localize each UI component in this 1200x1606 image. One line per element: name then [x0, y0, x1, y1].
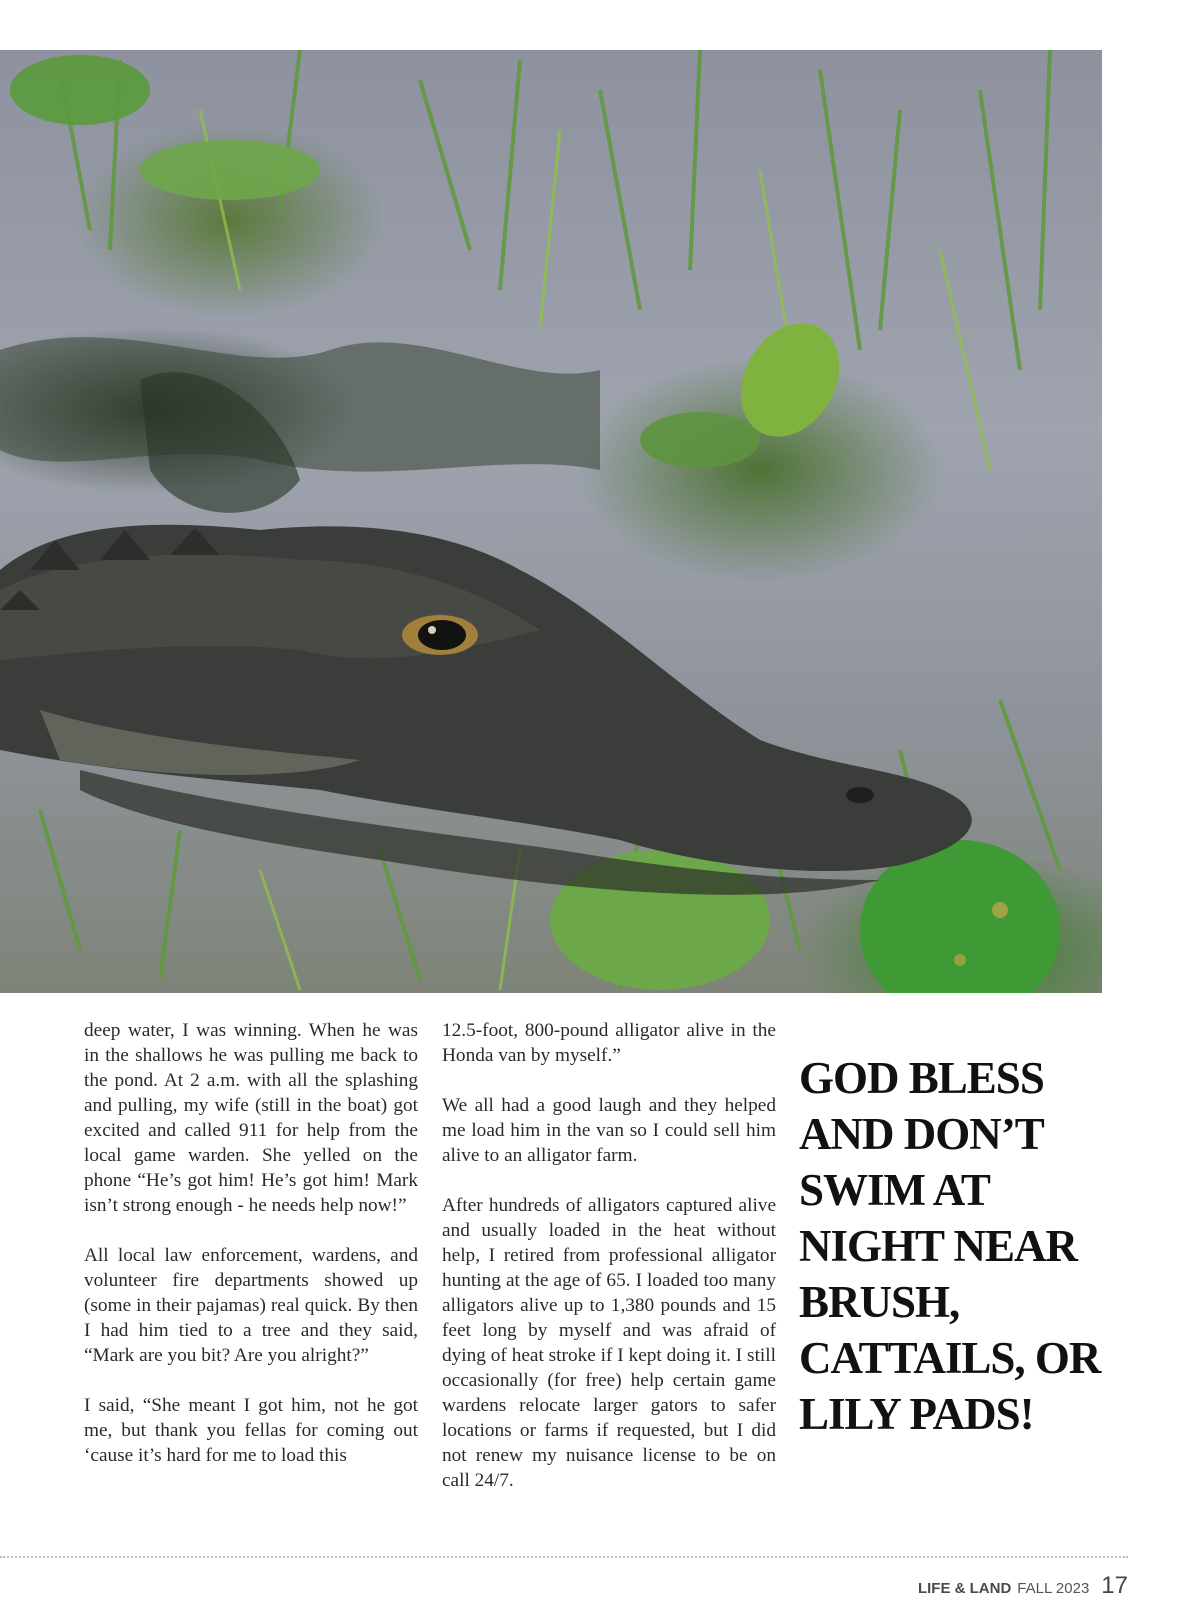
footer-divider	[0, 1556, 1128, 1558]
page-number: 17	[1101, 1572, 1128, 1599]
page-footer	[918, 1572, 1128, 1602]
alligator-illustration	[0, 50, 1102, 993]
article-column-middle	[442, 1018, 776, 1518]
article-column-left	[84, 1018, 418, 1493]
issue-label: FALL 2023	[1017, 1580, 1090, 1597]
paragraph: I said, “She meant I got him, not he got me, but thank you fellas for coming out ‘cause it’s hard for me to load this	[84, 1395, 418, 1466]
paragraph: All local law enforcement, wardens, and volunteer fire departments showed up (some in their pajamas) real quick. By then I had him tied to a tree and they said, “Mark are you bit? Are you alright?”	[84, 1245, 418, 1366]
paragraph: deep water, I was winning. When he was in the shallows he was pulling me back to the pond. At 2 a.m. with all the splashing and pulling, my wife (still in the boat) got excited and called 911 for help from the local game warden. She yelled on the phone “He’s got him! He’s got him! Mark isn’t strong enough - he needs help now!”	[84, 1020, 418, 1216]
paragraph: We all had a good laugh and they helped me load him in the van so I could sell him alive to an alligator farm.	[442, 1095, 776, 1166]
paragraph: 12.5-foot, 800-pound alligator alive in the Honda van by myself.”	[442, 1020, 776, 1066]
magazine-name: LIFE & LAND	[917, 1580, 1012, 1597]
pull-quote: GOD BLESS AND DON’T SWIM AT NIGHT NEAR BRUSH, CATTAILS, OR LILY PADS!	[799, 1053, 1101, 1439]
paragraph: After hundreds of alligators captured alive and usually loaded in the heat without help, I retired from professional alligator hunting at the age of 65. I loaded too many alligators alive up to 1,380 pounds and 15 feet long by myself and was afraid of dying of heat stroke if I kept doing it. I still occasionally (for free) help certain game wardens relocate larger gators to safer locations or farms if requested, but I did not renew my nuisance license to be on call 24/7.	[442, 1195, 776, 1491]
alligator-photo	[0, 50, 1102, 993]
